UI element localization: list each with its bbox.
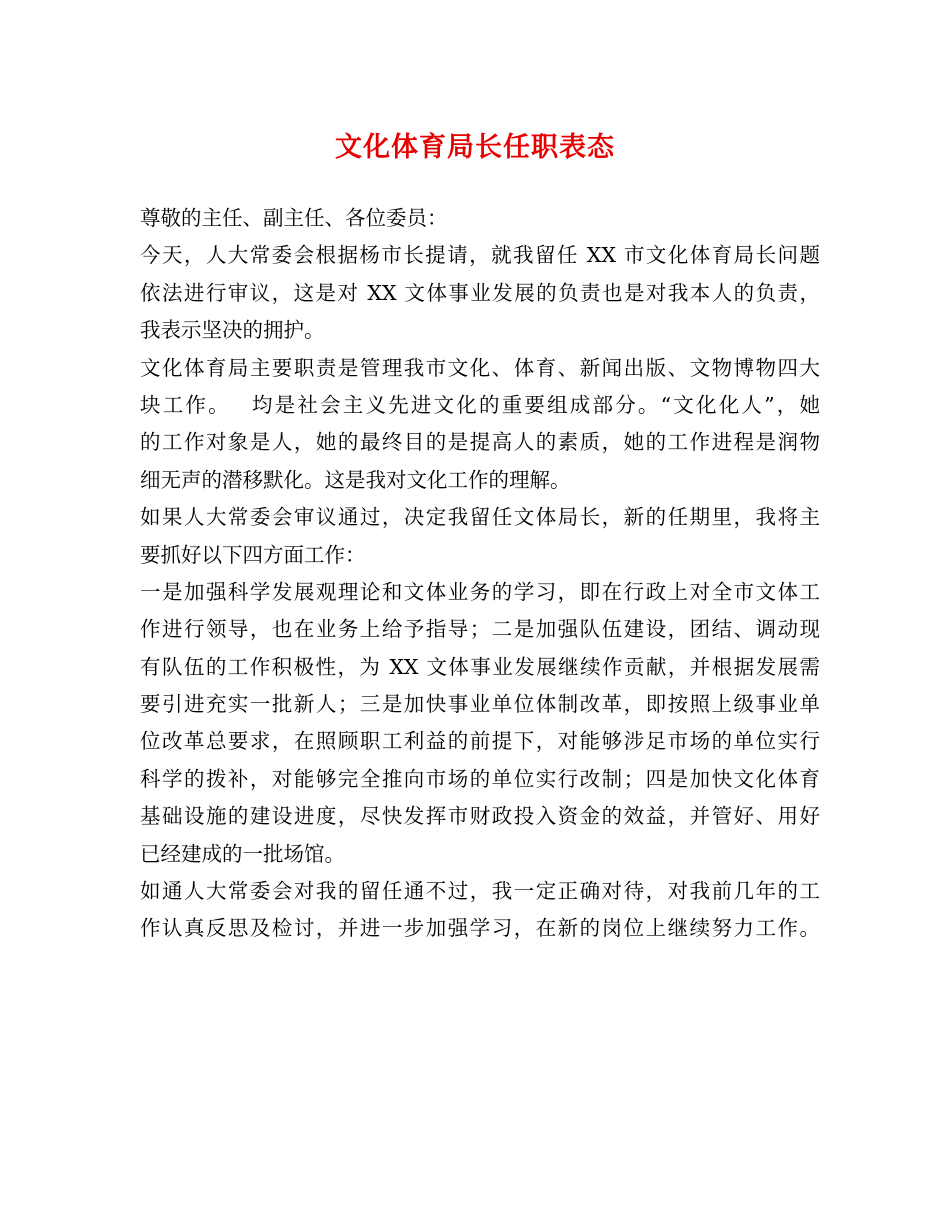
body-line: 要引进充实一批新人；三是加快事业单位体制改革，即按照上级事业单 [140,692,820,717]
body-line: 基础设施的建设进度，尽快发挥市财政投入资金的效益，并管好、用好 [140,804,820,829]
document-body [140,200,820,948]
body-line: 要抓好以下四方面工作： [140,542,366,567]
body-line: 科学的拨补，对能够完全推向市场的单位实行改制；四是加快文化体育 [140,766,820,791]
body-line: 文化体育局主要职责是管理我市文化、体育、新闻出版、文物博物四大 [140,355,820,380]
body-line: 位改革总要求，在照顾职工利益的前提下，对能够涉足市场的单位实行 [140,729,820,754]
body-line: 作认真反思及检讨，并进一步加强学习，在新的岗位上继续努力工作。 [140,916,820,941]
body-line: 如果人大常委会审议通过，决定我留任文体局长，新的任期里，我将主 [140,505,820,530]
body-line: 依法进行审议，这是对 XX 文体事业发展的负责也是对我本人的负责， [140,280,820,305]
body-line: 我表示坚决的拥护。 [140,318,325,343]
body-line: 如通人大常委会对我的留任通不过，我一定正确对待，对我前几年的工 [140,879,820,904]
body-line: 今天，人大常委会根据杨市长提请，就我留任 XX 市文化体育局长问题 [140,243,820,268]
page-title: 文化体育局长任职表态 [335,132,615,163]
body-line: 块工作。 均是社会主义先进文化的重要组成部分。“文化化人”，她 [140,392,820,417]
body-line: 已经建成的一批场馆。 [140,841,345,866]
body-line: 一是加强科学发展观理论和文体业务的学习，即在行政上对全市文体工 [140,579,820,604]
body-line: 作进行领导，也在业务上给予指导；二是加强队伍建设，团结、调动现 [140,617,820,642]
body-line: 的工作对象是人，她的最终目的是提高人的素质，她的工作进程是润物 [140,430,820,455]
body-line: 细无声的潜移默化。这是我对文化工作的理解。 [140,467,571,492]
body-line: 有队伍的工作积极性，为 XX 文体事业发展继续作贡献，并根据发展需 [140,654,820,679]
body-line: 尊敬的主任、副主任、各位委员： [140,206,448,230]
